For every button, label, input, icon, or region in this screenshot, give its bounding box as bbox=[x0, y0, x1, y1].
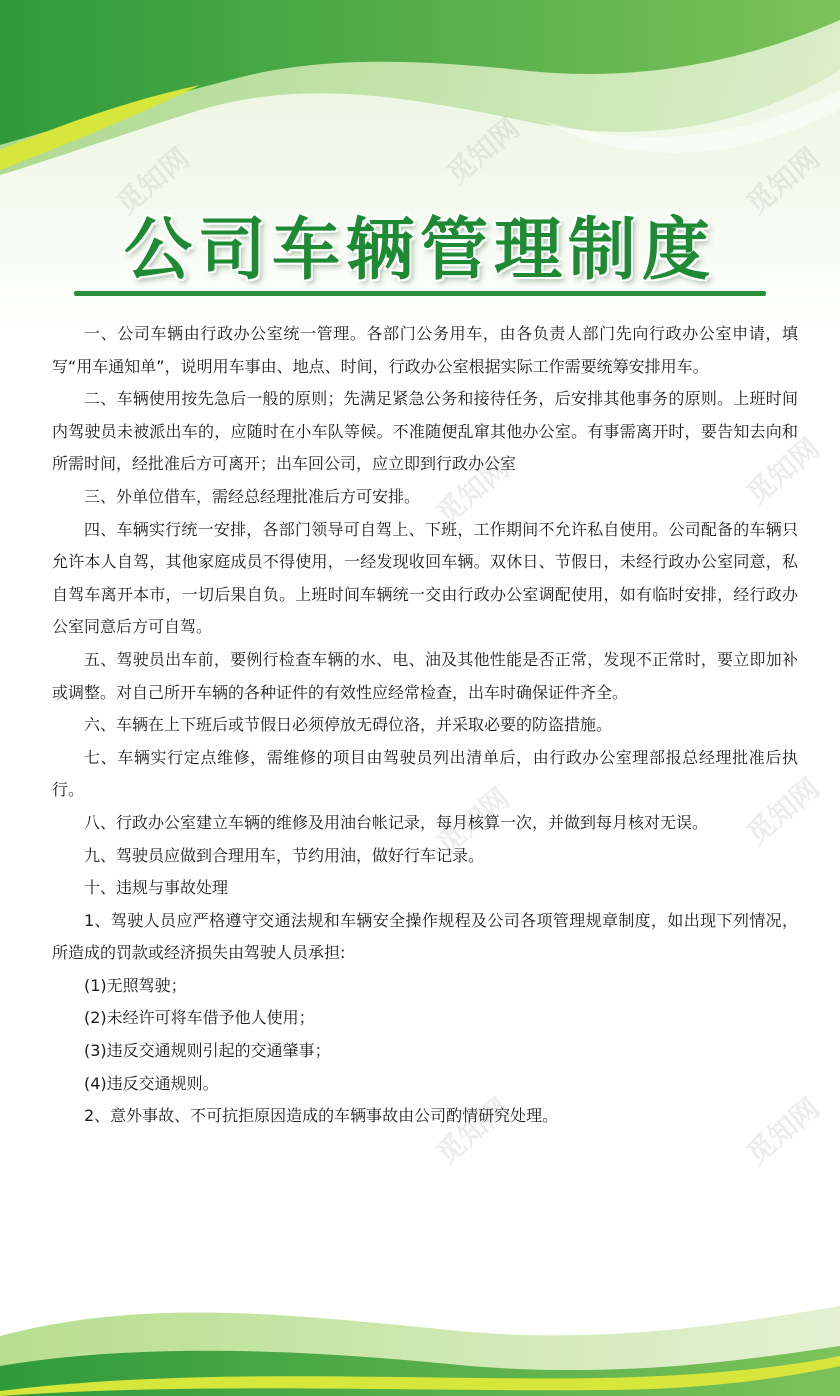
paragraph: 六、车辆在上下班后或节假日必须停放无碍位洛，并采取必要的防盗措施。 bbox=[84, 715, 613, 735]
watermark-text: 觅知网 bbox=[740, 771, 826, 851]
paragraph: 1、驾驶人员应严格遵守交通法规和车辆安全操作规程及公司各项管理规章制度，如出现下列情况，所造成的罚款或经济损失由驾驶人员承担: bbox=[52, 910, 798, 963]
paragraph: 五、驾驶员出车前，要例行检查车辆的水、电、油及其他性能是否正常，发现不正常时，要立即加补或调整。对自己所开车辆的各种证件的有效性应经常检查，出车时确保证件齐全。 bbox=[52, 649, 798, 702]
list-item: (4)违反交通规则。 bbox=[84, 1073, 219, 1093]
paragraph: 二、车辆使用按先急后一般的原则；先满足紧急公务和接待任务，后安排其他事务的原则。上班时间内驾驶员未被派出车的，应随时在小车队等候。不准随便乱窜其他办公室。有事需离开时，要告知去向和所需时间，经批准后方可离开；出车回公司，应立即到行政办公室 bbox=[52, 389, 798, 474]
paragraph: 九、驾驶员应做到合理用车，节约用油，做好行车记录。 bbox=[84, 845, 485, 865]
paragraph: 2、意外事故、不可抗拒原因造成的车辆事故由公司酌情研究处理。 bbox=[84, 1106, 559, 1126]
list-item: (3)违反交通规则引起的交通肇事； bbox=[84, 1041, 331, 1061]
title-underline bbox=[74, 291, 766, 296]
paragraph: 七、车辆实行定点维修，需维修的项目由驾驶员列出清单后，由行政办公室理部报总经理批准后执行。 bbox=[52, 747, 798, 800]
list-item: (1)无照驾驶； bbox=[84, 975, 187, 995]
paragraph: 三、外单位借车，需经总经理批准后方可安排。 bbox=[84, 486, 421, 506]
watermark-text: 觅知网 bbox=[430, 781, 516, 861]
bottom-wave-decoration bbox=[0, 1286, 840, 1396]
watermark-text: 觅知网 bbox=[740, 431, 826, 511]
page-title: 公司车辆管理制度 bbox=[123, 210, 716, 290]
regulation-body bbox=[52, 318, 798, 1133]
watermark-text: 觅知网 bbox=[430, 451, 516, 531]
paragraph: 八、行政办公室建立车辆的维修及用油台帐记录，每月核算一次，并做到每月核对无误。 bbox=[84, 812, 709, 832]
watermark-text: 觅知网 bbox=[740, 1091, 826, 1171]
paragraph: 十、违规与事故处理 bbox=[84, 878, 229, 898]
watermark-text: 觅知网 bbox=[430, 1091, 516, 1171]
paragraph: 一、公司车辆由行政办公室统一管理。各部门公务用车，由各负责人部门先向行政办公室申请，填写“用车通知单”，说明用车事由、地点、时间，行政办公室根据实际工作需要统筹安排用车。 bbox=[52, 324, 798, 376]
list-item: (2)未经许可将车借予他人使用； bbox=[84, 1008, 315, 1028]
paragraph: 四、车辆实行统一安排，各部门领导可自驾上、下班，工作期间不允许私自使用。公司配备的车辆只允许本人自驾，其他家庭成员不得使用，一经发现收回车辆。双休日、节假日，未经行政办公室同意，私自驾车离开本市，一切后果自负。上班时间车辆统一交由行政办公室调配使用，如有临时安排，经行政办公室同意后方可自驾。 bbox=[52, 519, 798, 637]
